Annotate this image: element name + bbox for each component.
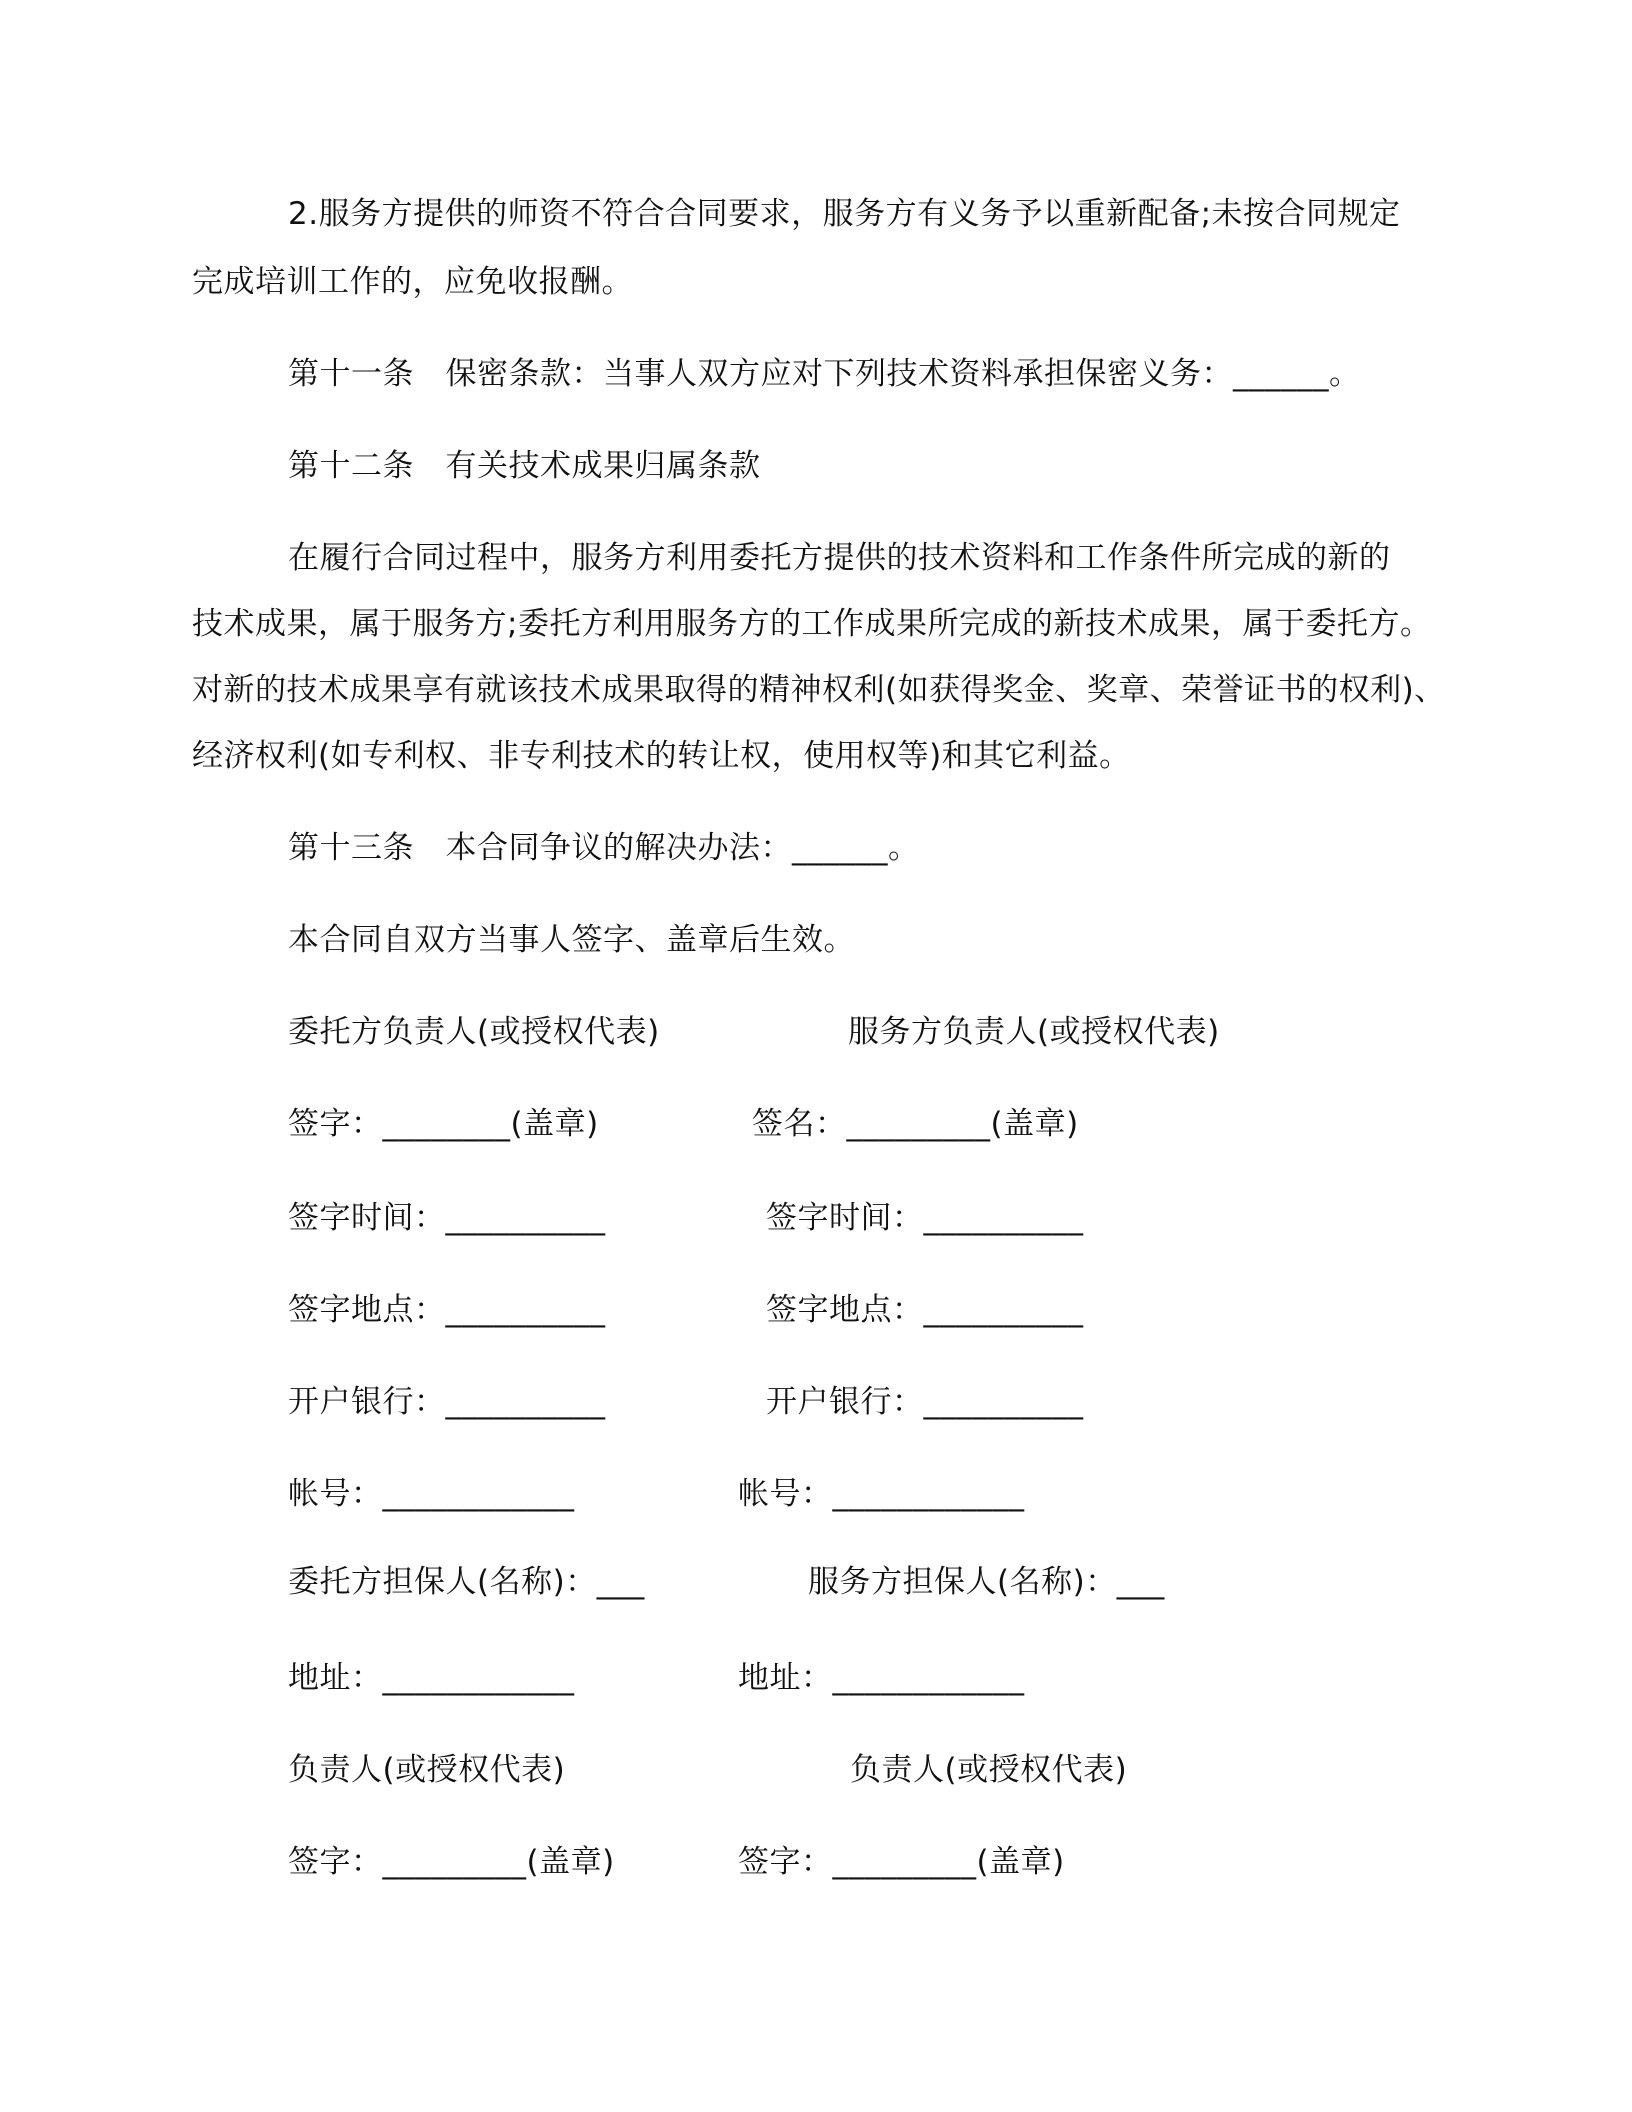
client-sign-time-line: 签字时间：__________	[288, 1200, 606, 1236]
client-signature-line: 签字：________(盖章)	[288, 1106, 599, 1142]
client-address-line: 地址：____________	[288, 1660, 575, 1696]
paragraph-ownership-line-4: 经济权利(如专利权、非专利技术的转让权，使用权等)和其它利益。	[192, 738, 1131, 774]
provider-bank-line: 开户银行：__________	[766, 1384, 1084, 1420]
effective-statement: 本合同自双方当事人签字、盖章后生效。	[288, 922, 855, 958]
article-13-dispute: 第十三条 本合同争议的解决办法：______。	[288, 830, 920, 866]
client-guarantor-head-label: 负责人(或授权代表)	[288, 1752, 566, 1788]
client-account-line: 帐号：____________	[288, 1476, 575, 1512]
paragraph-ownership-line-3: 对新的技术成果享有就该技术成果取得的精神权利(如获得奖金、奖章、荣誉证书的权利)、	[192, 672, 1446, 708]
provider-guarantor-line: 服务方担保人(名称)：___	[808, 1564, 1165, 1600]
provider-guarantor-head-label: 负责人(或授权代表)	[850, 1752, 1128, 1788]
client-sign-place-line: 签字地点：__________	[288, 1292, 606, 1328]
provider-sign-place-line: 签字地点：__________	[766, 1292, 1084, 1328]
paragraph-teacher-clause-line-2: 完成培训工作的，应免收报酬。	[192, 264, 633, 300]
client-guarantor-line: 委托方担保人(名称)：___	[288, 1564, 645, 1600]
provider-representative-label: 服务方负责人(或授权代表)	[848, 1014, 1220, 1050]
paragraph-ownership-line-1: 在履行合同过程中，服务方利用委托方提供的技术资料和工作条件所完成的新的	[288, 540, 1391, 576]
article-12-heading: 第十二条 有关技术成果归属条款	[288, 448, 761, 484]
client-representative-label: 委托方负责人(或授权代表)	[288, 1014, 660, 1050]
provider-signature-line: 签名：_________(盖章)	[752, 1106, 1079, 1142]
provider-guarantor-signature-line: 签字：_________(盖章)	[738, 1844, 1065, 1880]
paragraph-teacher-clause-line-1: 2.服务方提供的师资不符合合同要求，服务方有义务予以重新配备;未按合同规定	[288, 196, 1401, 232]
article-11-confidentiality: 第十一条 保密条款：当事人双方应对下列技术资料承担保密义务：______。	[288, 356, 1361, 392]
client-bank-line: 开户银行：__________	[288, 1384, 606, 1420]
paragraph-ownership-line-2: 技术成果，属于服务方;委托方利用服务方的工作成果所完成的新技术成果，属于委托方。	[192, 606, 1432, 642]
provider-address-line: 地址：____________	[738, 1660, 1025, 1696]
provider-sign-time-line: 签字时间：__________	[766, 1200, 1084, 1236]
client-guarantor-signature-line: 签字：_________(盖章)	[288, 1844, 615, 1880]
provider-account-line: 帐号：____________	[738, 1476, 1025, 1512]
